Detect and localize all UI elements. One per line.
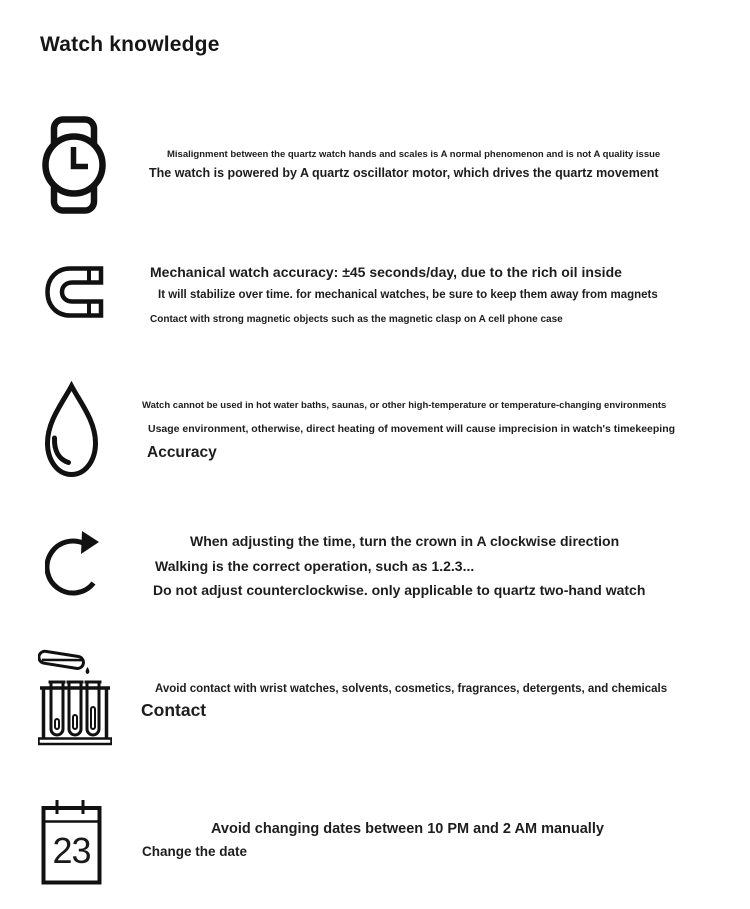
note-line: Avoid contact with wrist watches, solvents, cosmetics, fragrances, detergents, and chemicals — [155, 683, 668, 695]
magnet-icon — [43, 263, 105, 321]
page-title: Watch knowledge — [40, 33, 220, 56]
clockwise-arrow-icon — [45, 527, 105, 599]
test-tubes-icon — [38, 645, 112, 746]
note-line: Accuracy — [147, 444, 217, 461]
note-line: Watch cannot be used in hot water baths, saunas, or other high-temperature or temperature-changing environments — [142, 400, 667, 411]
calendar-day-label: 23 — [52, 830, 91, 871]
watch-icon — [42, 116, 106, 214]
note-line: When adjusting the time, turn the crown in A clockwise direction — [190, 533, 620, 549]
water-drop-icon — [40, 381, 103, 480]
note-line: Do not adjust counterclockwise. only applicable to quartz two-hand watch — [153, 582, 646, 598]
note-line: Contact with strong magnetic objects such as the magnetic clasp on A cell phone case — [150, 314, 563, 325]
note-line: Walking is the correct operation, such as 1.2.3... — [155, 558, 475, 574]
note-line: Usage environment, otherwise, direct heating of movement will cause imprecision in watch's timekeeping — [148, 423, 676, 435]
note-line: Mechanical watch accuracy: ±45 seconds/day, due to the rich oil inside — [150, 264, 622, 280]
note-line: The watch is powered by A quartz oscillator motor, which drives the quartz movement — [149, 166, 659, 180]
note-line: Contact — [141, 700, 207, 720]
note-line: Misalignment between the quartz watch hands and scales is A normal phenomenon and is not A quality issue — [167, 149, 661, 160]
note-line: It will stabilize over time. for mechanical watches, be sure to keep them away from magnets — [158, 289, 658, 301]
note-line: Change the date — [142, 844, 248, 859]
note-line: Avoid changing dates between 10 PM and 2 AM manually — [211, 821, 604, 837]
